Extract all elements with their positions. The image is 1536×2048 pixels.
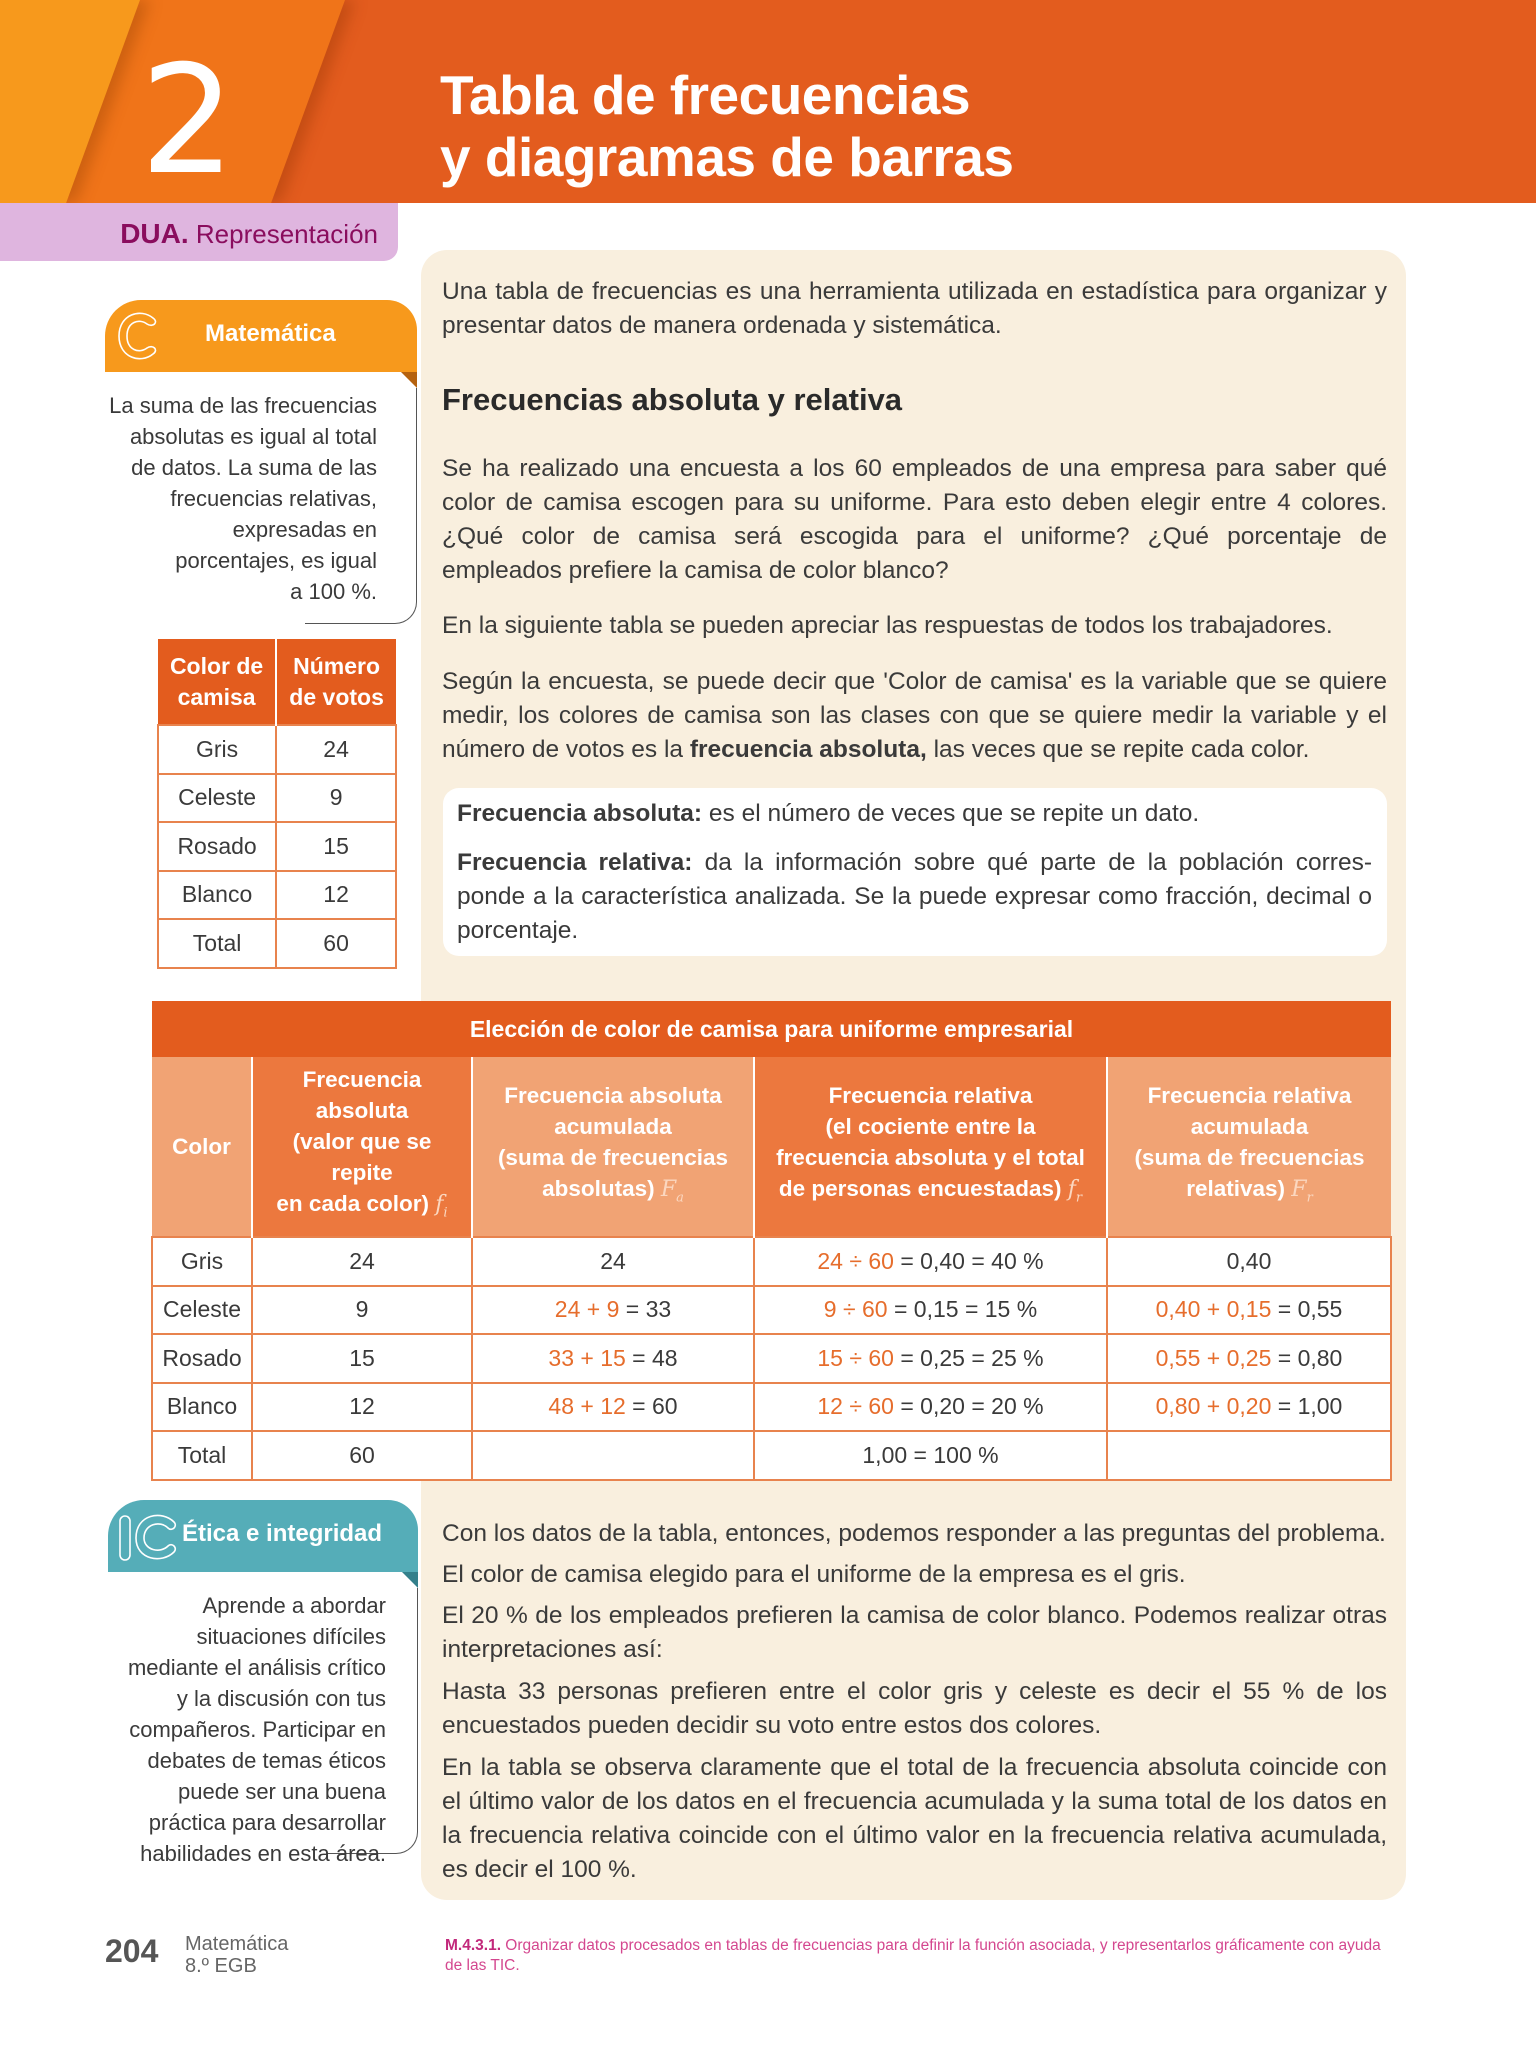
- cell-Fa: [472, 1431, 754, 1480]
- cell-fi: 15: [252, 1334, 472, 1383]
- symbol: [1291, 1176, 1313, 1206]
- page-title-line: y diagramas de barras: [440, 126, 1014, 188]
- math-note-tab: [105, 300, 417, 372]
- header-line: Número: [293, 652, 381, 679]
- conclusion-paragraph: Con los datos de la tabla, entonces, podemos responder a las preguntas del problema.: [442, 1520, 1386, 1547]
- cell-Fr: [1107, 1431, 1391, 1480]
- cell-Fr: [1107, 1334, 1391, 1383]
- header-line: Color de: [169, 652, 264, 679]
- cell-fi: 60: [252, 1431, 472, 1480]
- column-header: [276, 639, 396, 725]
- cell-expr: 48 + 12: [548, 1393, 626, 1420]
- note-line: y la discusión con tus: [176, 1686, 386, 1711]
- cell-result: = 0,25 = 25 %: [893, 1344, 1044, 1371]
- cell-fr: [754, 1431, 1107, 1480]
- cell-Fa: [472, 1383, 754, 1432]
- header-line: (valor que se: [292, 1129, 432, 1155]
- cell-result: = 0,80: [1271, 1344, 1343, 1371]
- cell-color: Rosado: [152, 1334, 252, 1383]
- symbol: [660, 1176, 684, 1206]
- dua-label: [120, 217, 378, 251]
- math-note: [105, 300, 417, 635]
- lesson-number: 2: [140, 34, 236, 203]
- cell-expr: 0,55 + 0,25: [1155, 1344, 1272, 1371]
- header-line: repite: [331, 1160, 393, 1186]
- ethics-note: [108, 1500, 418, 1866]
- table-row: [152, 1334, 1391, 1383]
- header-line: de votos: [289, 683, 384, 710]
- note-line: expresadas en: [232, 517, 377, 542]
- cell-result: = 0,20 = 20 %: [893, 1393, 1044, 1420]
- cell-expr: 12 ÷ 60: [817, 1393, 894, 1420]
- note-line: de datos. La suma de las: [131, 455, 377, 480]
- cell-color: Celeste: [158, 774, 276, 823]
- conclusion-paragraph: Hasta 33 personas prefieren entre el color gris y celeste es decir el 55 % de los encuestados pueden decidir su voto entre estos dos colores.: [442, 1678, 1387, 1739]
- symbol: [435, 1192, 448, 1221]
- table-row: [152, 1383, 1391, 1432]
- cell-Fr: [1107, 1286, 1391, 1335]
- header-line: Frecuencia relativa: [828, 1082, 1033, 1108]
- table-row: [152, 1286, 1391, 1335]
- note-line: frecuencias relativas,: [170, 486, 377, 511]
- explanation-text: las veces que se repite cada color.: [926, 736, 1310, 763]
- cell-Fa: [472, 1237, 754, 1286]
- table-row: [158, 822, 396, 871]
- tab-fold: [401, 372, 417, 388]
- dua-badge: [0, 203, 398, 261]
- note-line: La suma de las frecuencias: [109, 393, 377, 418]
- conclusion-paragraph: El 20 % de los empleados prefieren la camisa de color blanco. Podemos realizar otras interpretaciones así:: [442, 1602, 1387, 1663]
- note-line: absolutas es igual al total: [129, 424, 377, 449]
- page-number: 204: [105, 1933, 159, 1969]
- cell-result: = 0,15 = 15 %: [887, 1296, 1038, 1323]
- dua-text: Representación: [195, 219, 378, 249]
- cell-result: = 48: [625, 1344, 678, 1371]
- cell-color: Celeste: [152, 1286, 252, 1335]
- cell-fr: [754, 1237, 1107, 1286]
- table-row: [158, 871, 396, 920]
- header-line: (suma de frecuencias: [497, 1144, 729, 1170]
- header-line: [259, 1188, 465, 1228]
- problem-paragraph: Se ha realizado una encuesta a los 60 empleados de una empresa para saber qué color de camisa escogen para su uniforme. Para esto deben elegir entre 4 colores. ¿Qué color de camisa será escogida para el uniforme? ¿Qué porcentaje de empleados prefiere la camisa de color blanco?: [442, 455, 1387, 584]
- symbol-letter: f: [1067, 1176, 1076, 1202]
- header-line: Frecuencia relativa: [1147, 1082, 1352, 1108]
- cell-color: Gris: [158, 725, 276, 774]
- note-line: mediante el análisis crítico: [127, 1655, 386, 1680]
- header-line: (suma de frecuencias: [1134, 1144, 1365, 1170]
- chapter-header: [0, 0, 1536, 203]
- cell-votes: 15: [276, 822, 396, 871]
- table-header-row: [158, 639, 396, 725]
- cell-result: 0,40: [1226, 1247, 1272, 1274]
- cell-votes: 9: [276, 774, 396, 823]
- definition-absolute: [457, 797, 1372, 831]
- ethics-ic-icon: [116, 1506, 186, 1566]
- ethics-note-title: Ética e integridad: [182, 1520, 383, 1547]
- cell-result: 24: [600, 1247, 626, 1274]
- cell-expr: 24 + 9: [554, 1296, 620, 1323]
- cell-fr: [754, 1383, 1107, 1432]
- note-line: situaciones difíciles: [196, 1624, 386, 1649]
- header-line-text: de personas encuestadas): [778, 1175, 1062, 1201]
- math-note-title: Matemática: [205, 320, 336, 347]
- cell-result: = 1,00: [1271, 1393, 1343, 1420]
- column-header-Fr: [1107, 1057, 1391, 1237]
- cell-expr: 33 + 15: [548, 1344, 626, 1371]
- cell-color: Gris: [152, 1237, 252, 1286]
- conclusion-paragraph: El color de camisa elegido para el uniforme de la empresa es el gris.: [442, 1561, 1186, 1588]
- cell-fi: 24: [252, 1237, 472, 1286]
- cell-expr: 0,80 + 0,20: [1155, 1393, 1272, 1420]
- page-title-line: Tabla de frecuencias: [440, 64, 971, 126]
- dua-bold: DUA.: [120, 218, 189, 249]
- ethics-note-text: [98, 1590, 386, 1869]
- symbol-letter: F: [660, 1176, 677, 1202]
- note-line: práctica para desarrollar: [148, 1810, 386, 1835]
- header-line: absoluta: [315, 1098, 409, 1124]
- cell-expr: 0,40 + 0,15: [1155, 1296, 1272, 1323]
- math-note-text: [105, 390, 377, 607]
- symbol-letter: F: [1291, 1176, 1307, 1202]
- table-row: [152, 1237, 1391, 1286]
- cell-votes: 60: [276, 919, 396, 968]
- note-line: puede ser una buena: [178, 1779, 386, 1804]
- votes-table: [157, 639, 397, 969]
- cell-color: Total: [152, 1431, 252, 1480]
- ethics-note-tab: [108, 1500, 418, 1572]
- grade-level: 8.º EGB: [185, 1955, 257, 1977]
- cell-color: Blanco: [152, 1383, 252, 1432]
- explanation-bold: frecuencia absoluta,: [689, 736, 927, 763]
- cell-expr: 24 ÷ 60: [817, 1247, 894, 1274]
- frequency-table: [151, 1001, 1392, 1481]
- header-line: [1114, 1173, 1385, 1213]
- column-header-color: [152, 1057, 252, 1237]
- subject-name: Matemática: [185, 1933, 289, 1955]
- cell-color: Total: [158, 919, 276, 968]
- table-header-row: [152, 1057, 1391, 1237]
- header-line-text: absolutas): [542, 1175, 655, 1201]
- cell-Fa: [472, 1286, 754, 1335]
- note-line: habilidades en esta área.: [140, 1841, 386, 1866]
- table-row-total: [152, 1431, 1391, 1480]
- header-line-text: en cada color): [276, 1191, 429, 1217]
- cell-result: = 33: [619, 1296, 672, 1323]
- symbol: [1067, 1176, 1083, 1206]
- cell-expr: 15 ÷ 60: [817, 1344, 894, 1371]
- cell-fr: [754, 1286, 1107, 1335]
- symbol-sub: r: [1075, 1190, 1083, 1206]
- cell-color: Rosado: [158, 822, 276, 871]
- cell-result: = 60: [625, 1393, 678, 1420]
- header-line: (el cociente entre la: [825, 1113, 1036, 1139]
- header-line: Frecuencia: [302, 1067, 422, 1093]
- column-header-fr: [754, 1057, 1107, 1237]
- header-line: Color: [172, 1134, 231, 1159]
- cell-fi: 12: [252, 1383, 472, 1432]
- table-row: [158, 774, 396, 823]
- explanation-paragraph: [442, 665, 1387, 767]
- cell-votes: 24: [276, 725, 396, 774]
- explanation-text: Según la encuesta, se puede decir que 'Color de camisa' es la variable que se quiere medir, los colores de camisa son las clases con que se quiere medir la variable y el número de votos es la: [442, 668, 1387, 763]
- definition-relative: [457, 846, 1372, 948]
- cell-Fa: [472, 1334, 754, 1383]
- header-line-text: relativas): [1186, 1175, 1286, 1201]
- cell-votes: 12: [276, 871, 396, 920]
- math-c-icon: [113, 306, 169, 366]
- cell-result: = 0,40 = 40 %: [893, 1247, 1044, 1274]
- header-line: camisa: [177, 683, 256, 710]
- header-line: Frecuencia absoluta: [504, 1082, 722, 1108]
- definition-text: es el número de veces que se repite un dato.: [702, 800, 1200, 827]
- note-line: compañeros. Participar en: [129, 1717, 386, 1742]
- skill-standard: [445, 1936, 1395, 1976]
- skill-text: Organizar datos procesados en tablas de frecuencias para definir la función asociada, y representarlos gráficamente con ayuda de las TIC.: [445, 1937, 1381, 1974]
- table-row: [158, 725, 396, 774]
- footer-subject: [185, 1933, 288, 1977]
- table-caption-row: [152, 1001, 1391, 1057]
- table-row: [158, 919, 396, 968]
- definition-term: Frecuencia relativa:: [457, 849, 693, 876]
- cell-fr: [754, 1334, 1107, 1383]
- cell-Fr: [1107, 1237, 1391, 1286]
- symbol-sub: r: [1306, 1190, 1313, 1206]
- note-line: Aprende a abordar: [202, 1593, 386, 1618]
- conclusion-paragraph: En la tabla se observa claramente que el total de la frecuencia absoluta coincide con el último valor de los datos en el frecuencia acumulada y la suma total de los datos en la frecuencia relativa coincide con el último valor en la frecuencia relativa acumulada, es decir el 100 %.: [442, 1754, 1387, 1883]
- header-line: frecuencia absoluta y el total: [776, 1144, 1085, 1170]
- header-line: acumulada: [554, 1113, 672, 1139]
- cell-expr: 9 ÷ 60: [823, 1296, 888, 1323]
- section-heading: Frecuencias absoluta y relativa: [442, 382, 903, 417]
- page-title: [440, 64, 1013, 188]
- symbol-sub: i: [443, 1205, 448, 1221]
- column-header-Fa: [472, 1057, 754, 1237]
- header-line: [761, 1173, 1100, 1213]
- definition-term: Frecuencia absoluta:: [457, 800, 703, 827]
- column-header: [158, 639, 276, 725]
- header-line: acumulada: [1190, 1113, 1309, 1139]
- table-intro-paragraph: En la siguiente tabla se pueden apreciar las respuestas de todos los trabajadores.: [442, 612, 1333, 639]
- cell-Fr: [1107, 1383, 1391, 1432]
- cell-fi: 9: [252, 1286, 472, 1335]
- symbol-sub: a: [676, 1190, 684, 1206]
- definition-text: da la información sobre qué parte de la población corres-ponde a la característica analizada. Se la puede expresar como fracción, decimal o porcentaje.: [457, 849, 1372, 944]
- note-line: debates de temas éticos: [147, 1748, 386, 1773]
- skill-code: M.4.3.1.: [445, 1937, 501, 1954]
- tab-fold: [402, 1572, 418, 1588]
- header-line: [479, 1173, 747, 1213]
- note-line: porcentajes, es igual: [175, 548, 377, 573]
- cell-result: = 0,55: [1271, 1296, 1343, 1323]
- note-line: a 100 %.: [290, 579, 377, 604]
- cell-color: Blanco: [158, 871, 276, 920]
- table-caption: Elección de color de camisa para uniforme empresarial: [152, 1001, 1391, 1057]
- symbol-letter: f: [435, 1192, 444, 1218]
- intro-paragraph: Una tabla de frecuencias es una herramienta utilizada en estadística para organizar y presentar datos de manera ordenada y sistemática.: [442, 278, 1387, 339]
- cell-result: 1,00 = 100 %: [862, 1441, 999, 1468]
- column-header-fi: [252, 1057, 472, 1237]
